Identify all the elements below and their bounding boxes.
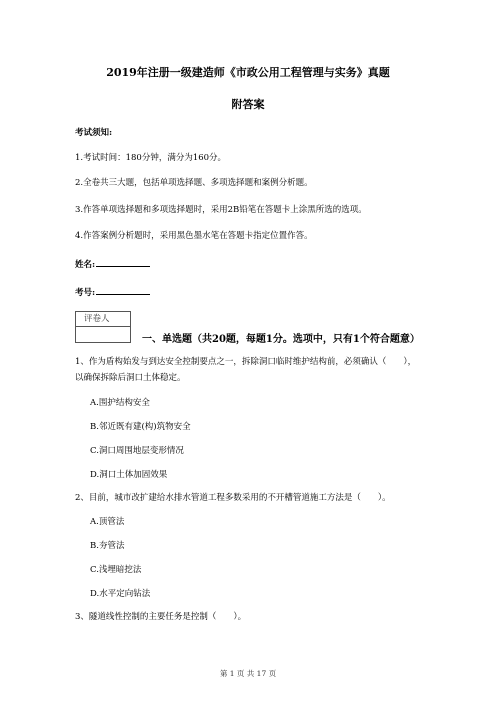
notice-item-2: 2.全卷共三大题，包括单项选择题、多项选择题和案例分析题。 — [75, 178, 313, 188]
name-field — [75, 258, 150, 271]
name-label: 姓名: — [75, 260, 96, 270]
grader-box — [75, 311, 131, 343]
section-title: 一、单选题（共20题，每题1分。选项中，只有1个符合题意） — [142, 334, 420, 345]
exam-number-blank — [96, 286, 150, 295]
exam-number-label: 考号: — [75, 288, 96, 298]
name-blank — [96, 258, 150, 267]
question-2-option-d: D.水平定向钻法 — [90, 589, 151, 599]
question-1-stem: 1、作为盾构始发与到达安全控制要点之一，拆除洞口临时维护结构前，必须确认（ ）， — [75, 357, 417, 367]
question-2-option-b: B.夯管法 — [90, 541, 125, 551]
notice-item-1: 1.考试时间：180分钟，满分为160分。 — [75, 153, 227, 163]
notice-heading: 考试须知: — [75, 128, 113, 138]
notice-item-3: 3.作答单项选择题和多项选择题时，采用2B铅笔在答题卡上涂黑所选的选项。 — [75, 205, 367, 215]
grader-divider — [76, 326, 130, 327]
question-1-option-b: B.邻近既有建(构)筑物安全 — [90, 422, 191, 432]
notice-item-4: 4.作答案例分析题时，采用黑色墨水笔在答题卡指定位置作答。 — [75, 231, 313, 241]
question-2-option-a: A.顶管法 — [90, 517, 125, 527]
question-1-option-a: A.围护结构安全 — [90, 398, 150, 408]
question-1-option-c: C.洞口周围地层变形情况 — [90, 446, 184, 456]
question-2-stem: 2、目前，城市改扩建给水排水管道工程多数采用的不开槽管道施工方法是（ ）。 — [75, 493, 391, 503]
document-title: 2019年注册一级建造师《市政公用工程管理与实务》真题 — [106, 66, 390, 79]
question-2-option-c: C.浅埋暗挖法 — [90, 565, 142, 575]
question-3-stem: 3、隧道线性控制的主要任务是控制（ ）。 — [75, 612, 247, 622]
question-1-stem-cont: 以确保拆除后洞口土体稳定。 — [75, 373, 186, 383]
document-subtitle: 附答案 — [231, 98, 265, 111]
exam-number-field — [75, 286, 150, 299]
grader-label: 评卷人 — [84, 314, 110, 324]
question-1-option-d: D.洞口土体加固效果 — [90, 470, 168, 480]
page-footer: 第 1 页 共 17 页 — [219, 669, 277, 678]
